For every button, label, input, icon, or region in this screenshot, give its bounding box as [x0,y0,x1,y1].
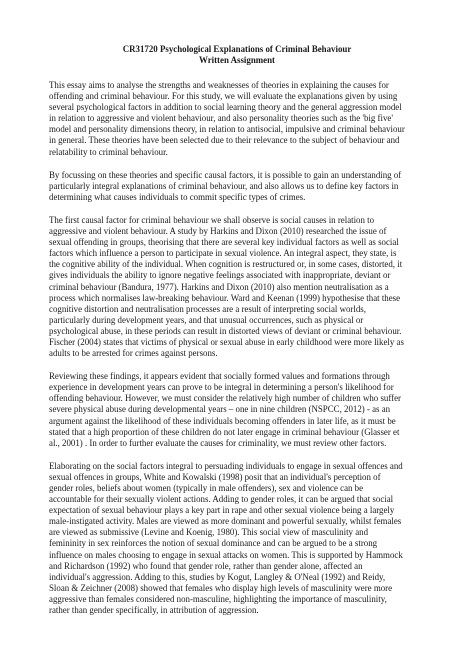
paragraph-line: cognitive distortion and neutralisation processes are a result of interpreting social worlds, [49,303,366,314]
paragraph-line: particularly integral explanations of criminal behaviour, and also allows us to define key factors in [49,180,399,191]
paragraph-line: The first causal factor for criminal behaviour we shall observe is social causes in relation to [49,214,375,225]
paragraph-2 [49,170,425,203]
paragraph-line: sexual offences in groups, White and Kowalski (1998) posit that an individual's perception of [49,471,381,482]
paragraph-line: male-instigated activity. Males are viewed as more dominant and powerful sexually, whilst females [49,516,402,527]
paragraph-1 [49,80,425,158]
paragraph-line: criminal behaviour (Bandura, 1977). Harkins and Dixon (2010) also mention neutralisation as a [49,281,389,292]
paragraph-line: femininity in sex reinforces the notion of sexual dominance and can be argued to be a strong [49,538,378,549]
paragraph-line: in relation to aggressive and violent behaviour, and also personality theories such as the 'big five' [49,113,393,124]
paragraph-line: severe physical abuse during developmental years – one in nine children (NSPCC, 2012) - as an [49,404,391,415]
paragraph-line: experience in development years can prove to be integral in determining a person's likelihood for [49,382,394,393]
paragraph-line: Elaborating on the social factors integral to persuading individuals to engage in sexual offences and [49,460,403,471]
title-line: CR31720 Psychological Explanations of Criminal Behaviour [122,44,352,54]
paragraph-line: and Richardson (1992) who found that gender role, rather than gender alone, affected an [49,560,363,571]
paragraph-5 [49,461,425,616]
document-title [49,44,425,66]
paragraph-line: aggressive than females considered non-masculine, highlighting the importance of masculinity, [49,593,387,604]
paragraph-line: relatability to criminal behaviour. [49,146,168,157]
paragraph-line: offending behaviour. However, we must consider the relatively high number of children who suffer [49,393,401,404]
paragraph-line: aggressive and violent behaviour. A study by Harkins and Dixon (2010) researched the issue of [49,226,387,237]
paragraph-line: adults to be arrested for crimes against persons. [49,348,218,359]
paragraph-line: offending and criminal behaviour. For this study, we will evaluate the explanations given by using [49,91,398,102]
paragraph-line: argument against the likelihood of these individuals becoming offenders in later life, as it must be [49,415,396,426]
subtitle-line: Written Assignment [198,55,275,65]
paragraph-line: particularly during development years, and that unusual occurrences, such as physical or [49,314,364,325]
paragraph-line: Sloan & Zeichner (2008) showed that females who display high levels of masculinity were more [49,582,393,593]
paragraph-line: gives individuals the ability to ignore negative feelings associated with inappropriate, deviant or [49,270,391,281]
paragraph-line: This essay aims to analyse the strengths and weaknesses of theories in explaining the causes for [49,80,389,90]
paragraph-line: rather than gender specifically, in attribution of aggression. [49,605,259,616]
paragraph-4 [49,371,425,449]
paragraph-line: determining what causes individuals to commit specific types of crimes. [49,191,306,202]
paragraph-line: By focussing on these theories and specific causal factors, it is possible to gain an understanding of [49,169,402,180]
paragraph-line: the cognitive ability of the individual. When cognition is restructured or, in some cases, distorted, it [49,259,403,270]
paragraph-line: are viewed as submissive (Levine and Koenig, 1980). This social view of masculinity and [49,527,369,538]
paragraph-line: expectation of sexual behaviour plays a key part in rape and other sexual violence being a largely [49,505,395,516]
paragraph-line: psychological abuse, in these periods can result in distorted views of deviant or criminal behaviour. [49,325,402,336]
paragraph-3 [49,215,425,359]
paragraph-line: several psychological factors in addition to social learning theory and the general aggression model [49,102,402,113]
paragraph-line: individual's aggression. Adding to this, studies by Kogut, Langley & O'Neal (1992) and Reidy, [49,571,386,582]
paragraph-line: Fischer (2004) states that victims of physical or sexual abuse in early childhood were more likely as [49,336,404,347]
paragraph-line: in general. These theories have been selected due to their relevance to the subject of behaviour and [49,135,400,146]
paragraph-line: factors which influence a person to participate in sexual violence. An integral aspect, they state, is [49,248,397,259]
paragraph-line: Reviewing these findings, it appears evident that socially formed values and formations through [49,371,390,382]
paragraph-line: gender roles, beliefs about women (typically in male offenders), sex and violence can be [49,483,364,493]
paragraph-line: accountable for their sexually violent actions. Adding to gender roles, it can be argued that social [49,494,394,505]
paragraph-line: process which normalises law-breaking behaviour. Ward and Keenan (1999) hypothesise that these [49,292,401,303]
paragraph-line: model and personality dimensions theory, in relation to antisocial, impulsive and criminal behaviour [49,124,405,135]
paragraph-line: stated that a high proportion of these children do not later engage in criminal behaviour (Glasser et [49,426,400,437]
paragraph-line: al., 2001) . In order to further evaluate the causes for criminality, we must review other factors. [49,437,387,448]
document-body [49,80,425,616]
paragraph-line: sexual offending in groups, theorising that there are several key individual factors as well as social [49,237,399,248]
paragraph-line: influence on males choosing to engage in sexual attacks on women. This is supported by Hammock [49,549,403,560]
